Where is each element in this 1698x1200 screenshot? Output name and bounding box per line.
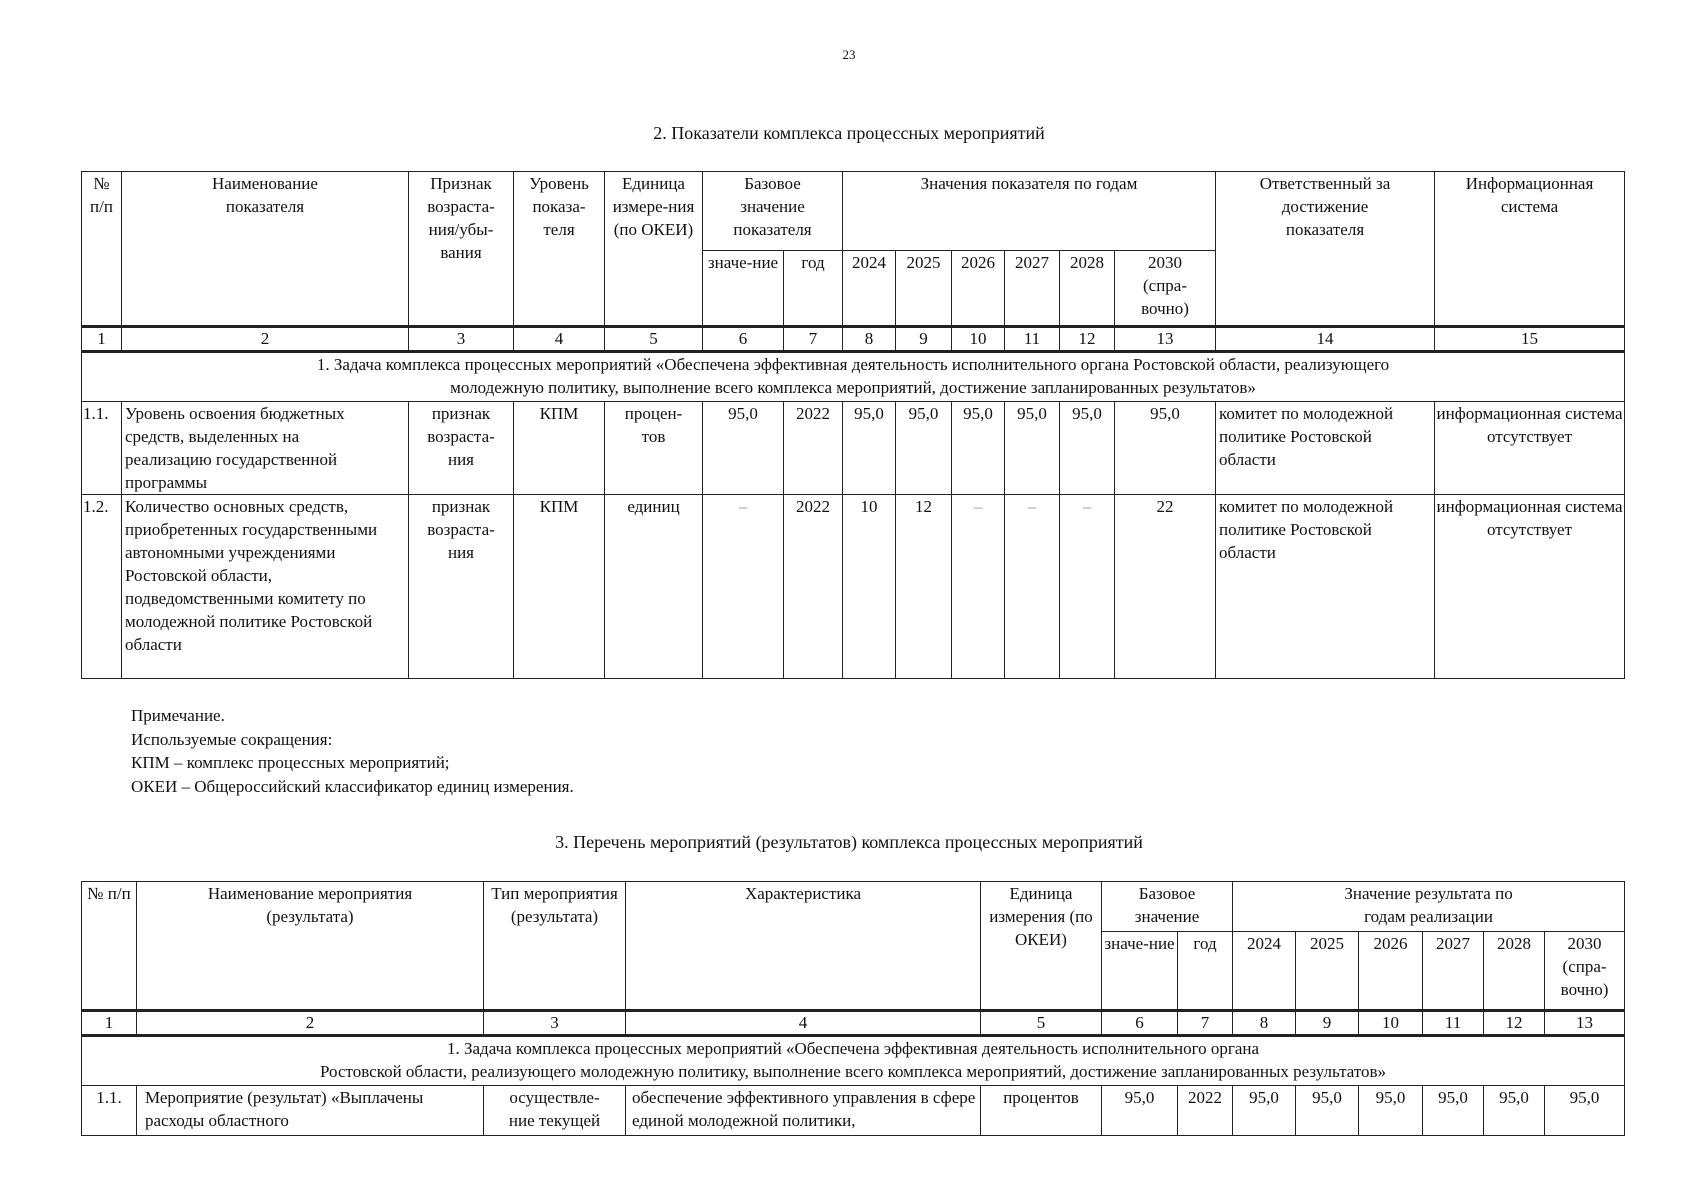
row-value-2025: 95,0 <box>896 402 952 495</box>
header-level: Уровень показа-теля <box>514 172 605 327</box>
header-year-2026: 2026 <box>952 251 1005 327</box>
row-unit: единиц <box>605 495 703 679</box>
row-base-year: 2022 <box>784 495 843 679</box>
row-value-2027: – <box>1005 495 1060 679</box>
col-number: 3 <box>484 1011 626 1036</box>
header-unit: Единица измере-ния (по ОКЕИ) <box>605 172 703 327</box>
section-3-title: 3. Перечень мероприятий (результатов) комплекса процессных мероприятий <box>555 832 1143 852</box>
col-number: 8 <box>843 327 896 352</box>
col-number: 13 <box>1115 327 1216 352</box>
col-number: 2 <box>137 1011 484 1036</box>
col-number: 9 <box>896 327 952 352</box>
row-base-value: 95,0 <box>703 402 784 495</box>
row-value-2025: 95,0 <box>1296 1086 1359 1136</box>
header-year-2030: 2030 (спра-вочно) <box>1545 932 1625 1011</box>
header-base-value: значе-ние <box>1102 932 1178 1011</box>
header-year-2024: 2024 <box>843 251 896 327</box>
col-number: 12 <box>1060 327 1115 352</box>
row-unit: процентов <box>981 1086 1102 1136</box>
row-sign: признак возраста-ния <box>409 495 514 679</box>
row-value-2028: 95,0 <box>1060 402 1115 495</box>
header-base: Базовое значение показателя <box>703 172 843 251</box>
header-year-2026: 2026 <box>1359 932 1423 1011</box>
row-base-value: – <box>703 495 784 679</box>
header-responsible: Ответственный за достижение показателя <box>1216 172 1435 327</box>
column-numbers-row <box>82 1011 1625 1036</box>
row-num: 1.2. <box>82 495 122 679</box>
header-year-2030: 2030 (спра-вочно) <box>1115 251 1216 327</box>
indicators-table <box>81 171 1625 679</box>
col-number: 6 <box>1102 1011 1178 1036</box>
header-year-2028: 2028 <box>1060 251 1115 327</box>
row-info-system: информационная система отсутствует <box>1435 495 1625 679</box>
column-numbers-row <box>82 327 1625 352</box>
header-num: № п/п <box>82 172 122 327</box>
row-characteristic: обеспечение эффективного управления в сфере единой молодежной политики, <box>626 1086 981 1136</box>
header-year-2028: 2028 <box>1484 932 1545 1011</box>
header-year-2024: 2024 <box>1233 932 1296 1011</box>
header-year-2027: 2027 <box>1005 251 1060 327</box>
row-name: Количество основных средств, приобретенных государственными автономными учреждениями Ростовской области, подведомственными комитету по молодежной политике Ростовской области <box>122 495 409 679</box>
row-value-2028: 95,0 <box>1484 1086 1545 1136</box>
col-number: 5 <box>981 1011 1102 1036</box>
header-characteristic: Характеристика <box>626 882 981 1011</box>
row-type: осуществле-ние текущей <box>484 1086 626 1136</box>
row-responsible: комитет по молодежной политике Ростовской области <box>1216 495 1435 679</box>
task-row: 1. Задача комплекса процессных мероприятий «Обеспечена эффективная деятельность исполнительного органа Ростовской области, реализующего молодежную политику, выполнение всего комплекса мероприятий, достижение запланированных результатов» <box>82 352 1625 402</box>
col-number: 15 <box>1435 327 1625 352</box>
row-value-2027: 95,0 <box>1423 1086 1484 1136</box>
row-name: Мероприятие (результат) «Выплачены расходы областного <box>137 1086 484 1136</box>
header-sign: Признак возраста-ния/убы-вания <box>409 172 514 327</box>
header-num: № п/п <box>82 882 137 1011</box>
row-info-system: информационная система отсутствует <box>1435 402 1625 495</box>
header-base-year: год <box>784 251 843 327</box>
col-number: 5 <box>605 327 703 352</box>
row-num: 1.1. <box>82 1086 137 1136</box>
section-2-title: 2. Показатели комплекса процессных мероприятий <box>653 123 1045 143</box>
col-number: 11 <box>1423 1011 1484 1036</box>
row-sign: признак возраста-ния <box>409 402 514 495</box>
header-type: Тип мероприятия (результата) <box>484 882 626 1011</box>
header-base-year: год <box>1178 932 1233 1011</box>
col-number: 6 <box>703 327 784 352</box>
col-number: 1 <box>82 327 122 352</box>
header-year-2025: 2025 <box>1296 932 1359 1011</box>
row-level: КПМ <box>514 402 605 495</box>
col-number: 14 <box>1216 327 1435 352</box>
col-number: 4 <box>514 327 605 352</box>
col-number: 13 <box>1545 1011 1625 1036</box>
row-value-2027: 95,0 <box>1005 402 1060 495</box>
col-number: 8 <box>1233 1011 1296 1036</box>
row-unit: процен-тов <box>605 402 703 495</box>
col-number: 9 <box>1296 1011 1359 1036</box>
page-number: 23 <box>842 47 856 62</box>
row-level: КПМ <box>514 495 605 679</box>
col-number: 10 <box>1359 1011 1423 1036</box>
col-number: 12 <box>1484 1011 1545 1036</box>
col-number: 3 <box>409 327 514 352</box>
activities-table <box>81 881 1625 1136</box>
header-years-group: Значение результата по годам реализации <box>1233 882 1625 932</box>
row-value-2024: 95,0 <box>1233 1086 1296 1136</box>
col-number: 2 <box>122 327 409 352</box>
row-base-year: 2022 <box>1178 1086 1233 1136</box>
table-row <box>82 1086 1625 1136</box>
header-year-2025: 2025 <box>896 251 952 327</box>
row-value-2028: – <box>1060 495 1115 679</box>
header-info-system: Информационная система <box>1435 172 1625 327</box>
row-name: Уровень освоения бюджетных средств, выделенных на реализацию государственной программы <box>122 402 409 495</box>
row-value-2030: 95,0 <box>1545 1086 1625 1136</box>
row-value-2030: 22 <box>1115 495 1216 679</box>
header-name: Наименование показателя <box>122 172 409 327</box>
row-responsible: комитет по молодежной политике Ростовской области <box>1216 402 1435 495</box>
col-number: 7 <box>784 327 843 352</box>
header-years-group: Значения показателя по годам <box>843 172 1216 251</box>
task-line-1: 1. Задача комплекса процессных мероприятий «Обеспечена эффективная деятельность исполнительного органа <box>447 1039 1260 1058</box>
notes-okei: ОКЕИ – Общероссийский классификатор единиц измерения. <box>131 776 574 796</box>
notes-kpm: КПМ – комплекс процессных мероприятий; <box>131 753 450 772</box>
row-value-2026: 95,0 <box>952 402 1005 495</box>
header-base: Базовое значение <box>1102 882 1233 932</box>
notes-title: Примечание. <box>131 706 225 725</box>
table-row <box>82 402 1625 495</box>
col-number: 4 <box>626 1011 981 1036</box>
notes <box>131 704 574 798</box>
row-value-2024: 10 <box>843 495 896 679</box>
notes-abbr-title: Используемые сокращения: <box>131 729 333 749</box>
row-value-2025: 12 <box>896 495 952 679</box>
header-unit: Единица измерения (по ОКЕИ) <box>981 882 1102 1011</box>
header-name: Наименование мероприятия (результата) <box>137 882 484 1011</box>
col-number: 11 <box>1005 327 1060 352</box>
row-num: 1.1. <box>82 402 122 495</box>
row-base-year: 2022 <box>784 402 843 495</box>
task-row <box>82 1036 1625 1086</box>
header-year-2027: 2027 <box>1423 932 1484 1011</box>
row-base-value: 95,0 <box>1102 1086 1178 1136</box>
col-number: 7 <box>1178 1011 1233 1036</box>
row-value-2026: – <box>952 495 1005 679</box>
col-number: 1 <box>82 1011 137 1036</box>
row-value-2024: 95,0 <box>843 402 896 495</box>
header-base-value: значе-ние <box>703 251 784 327</box>
row-value-2030: 95,0 <box>1115 402 1216 495</box>
row-value-2026: 95,0 <box>1359 1086 1423 1136</box>
table-row <box>82 495 1625 679</box>
task-line-2: Ростовской области, реализующего молодежную политику, выполнение всего комплекса мероприятий, достижение запланированных результатов» <box>320 1062 1387 1081</box>
col-number: 10 <box>952 327 1005 352</box>
